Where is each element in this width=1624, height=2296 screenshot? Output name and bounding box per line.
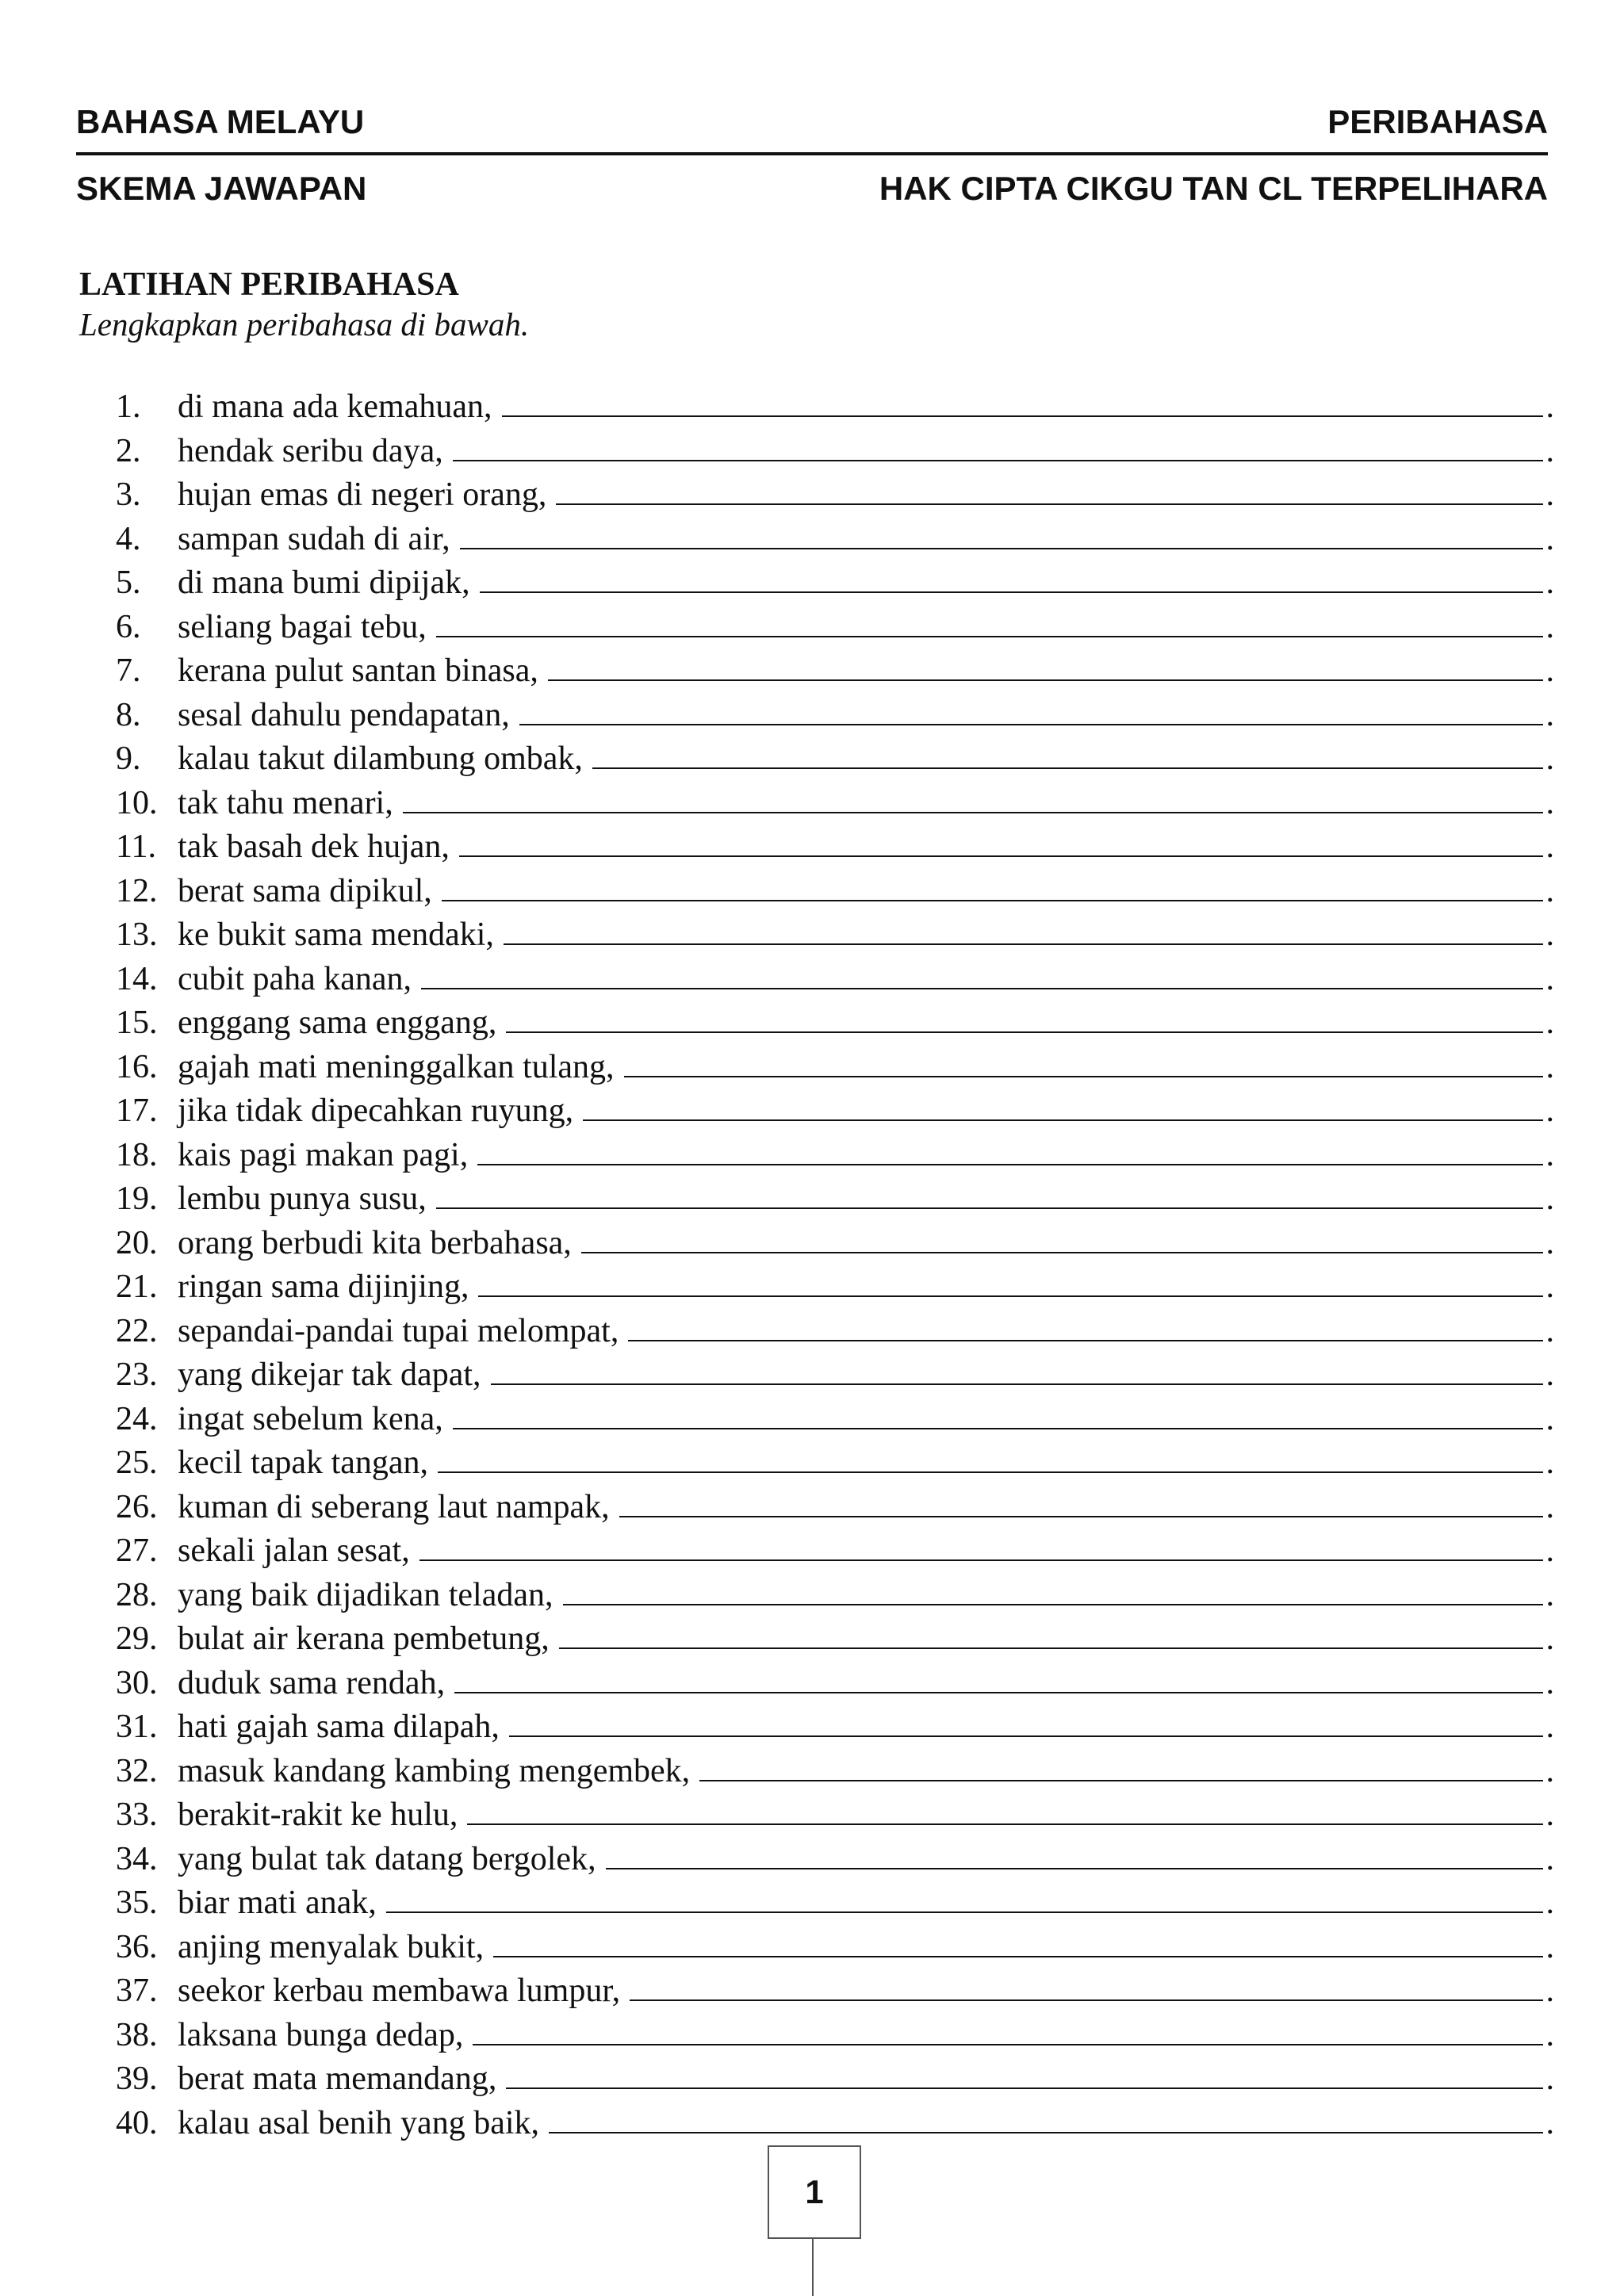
end-period: . [1545,2016,1554,2053]
end-period: . [1545,1885,1554,1921]
item-prompt: bulat air kerana pembetung, [178,1621,550,1657]
end-period: . [1545,1840,1554,1877]
end-period: . [1545,1445,1554,1481]
header-row-top [76,98,1548,155]
end-period: . [1545,916,1554,953]
proverb-item [79,384,1554,428]
answer-blank[interactable] [442,868,1543,901]
item-prompt: laksana bunga dedap, [178,2016,464,2053]
answer-blank[interactable] [502,384,1543,417]
proverb-item [79,1044,1554,1089]
answer-blank[interactable] [581,1220,1543,1253]
answer-blank[interactable] [556,472,1542,505]
answer-blank[interactable] [478,1264,1542,1297]
proverb-item [79,472,1554,516]
answer-blank[interactable] [559,1616,1543,1649]
proverb-item [79,1000,1554,1044]
end-period: . [1545,1312,1554,1349]
item-number: 8. [116,696,141,733]
item-number: 35. [116,1885,158,1921]
end-period: . [1545,1797,1554,1833]
proverb-item [79,824,1554,868]
proverb-item [79,1528,1554,1572]
item-number: 27. [116,1533,158,1569]
answer-blank[interactable] [493,1924,1542,1957]
item-prompt: di mana bumi dipijak, [178,564,470,601]
item-number: 7. [116,652,141,689]
end-period: . [1545,1576,1554,1613]
item-prompt: berakit-rakit ke hulu, [178,1797,458,1833]
end-period: . [1545,476,1554,513]
item-prompt: gajah mati meninggalkan tulang, [178,1048,615,1085]
answer-blank[interactable] [467,1792,1542,1825]
end-period: . [1545,1664,1554,1701]
item-prompt: di mana ada kemahuan, [178,388,492,425]
item-prompt: jika tidak dipecahkan ruyung, [178,1093,574,1129]
answer-blank[interactable] [403,780,1543,813]
topic-label: PERIBAHASA [1327,103,1548,140]
answer-blank[interactable] [506,2056,1542,2089]
proverb-item [79,1396,1554,1441]
item-number: 40. [116,2104,158,2141]
page-number-box [768,2145,861,2239]
end-period: . [1545,1533,1554,1569]
item-number: 36. [116,1928,158,1965]
end-period: . [1545,784,1554,821]
page-number: 1 [805,2173,824,2210]
item-prompt: hujan emas di negeri orang, [178,476,547,513]
proverb-item [79,1264,1554,1308]
answer-blank[interactable] [699,1748,1542,1781]
item-number: 2. [116,432,141,469]
item-prompt: yang baik dijadikan teladan, [178,1576,553,1613]
item-number: 14. [116,960,158,997]
page-number-stem [812,2237,814,2296]
item-number: 25. [116,1445,158,1481]
copyright-label: HAK CIPTA CIKGU TAN CL TERPELIHARA [879,170,1548,207]
answer-blank[interactable] [506,1000,1542,1033]
item-number: 38. [116,2016,158,2053]
item-number: 21. [116,1269,158,1305]
item-prompt: berat mata memandang, [178,2061,497,2097]
answer-blank[interactable] [504,912,1543,945]
proverb-item [79,780,1554,825]
item-prompt: yang dikejar tak dapat, [178,1357,481,1393]
end-period: . [1545,2104,1554,2141]
proverb-list [79,384,1554,2144]
item-number: 39. [116,2061,158,2097]
item-number: 11. [116,828,156,865]
end-period: . [1545,1181,1554,1217]
end-period: . [1545,432,1554,469]
proverb-item [79,1088,1554,1132]
item-prompt: masuk kandang kambing mengembek, [178,1752,691,1789]
proverb-item [79,1572,1554,1617]
item-number: 12. [116,872,158,909]
proverb-item [79,604,1554,649]
proverb-item [79,1704,1554,1748]
answer-blank[interactable] [480,560,1543,593]
proverb-item [79,2100,1554,2145]
item-number: 9. [116,740,141,777]
item-number: 16. [116,1048,158,1085]
proverb-item [79,1440,1554,1484]
item-prompt: lembu punya susu, [178,1181,427,1217]
proverb-item [79,1308,1554,1353]
item-prompt: sepandai-pandai tupai melompat, [178,1312,619,1349]
answer-blank[interactable] [460,516,1543,549]
proverb-item [79,692,1554,737]
worksheet-content [79,265,1554,2144]
answer-blank[interactable] [453,428,1543,461]
answer-blank[interactable] [630,1968,1542,2001]
end-period: . [1545,1357,1554,1393]
item-prompt: biar mati anak, [178,1885,377,1921]
proverb-item [79,1616,1554,1660]
item-prompt: seliang bagai tebu, [178,608,427,645]
proverb-item [79,1924,1554,1969]
proverb-item [79,1132,1554,1177]
item-number: 37. [116,1973,158,2009]
item-number: 17. [116,1093,158,1129]
answer-blank[interactable] [473,2012,1542,2045]
answer-blank[interactable] [583,1088,1542,1121]
item-number: 18. [116,1136,158,1173]
answer-blank[interactable] [592,736,1543,769]
item-prompt: berat sama dipikul, [178,872,432,909]
item-prompt: orang berbudi kita berbahasa, [178,1224,572,1261]
answer-blank[interactable] [453,1396,1543,1429]
item-number: 23. [116,1357,158,1393]
proverb-item [79,516,1554,561]
end-period: . [1545,608,1554,645]
item-number: 1. [116,388,141,425]
item-prompt: ingat sebelum kena, [178,1400,443,1437]
item-prompt: kerana pulut santan binasa, [178,652,538,689]
proverb-item [79,2056,1554,2100]
proverb-item [79,648,1554,692]
item-prompt: anjing menyalak bukit, [178,1928,485,1965]
answer-blank[interactable] [624,1044,1543,1077]
end-period: . [1545,696,1554,733]
item-number: 26. [116,1488,158,1525]
proverb-item [79,912,1554,956]
answer-blank[interactable] [549,2100,1542,2133]
section-instruction: Lengkapkan peribahasa di bawah. [79,306,530,342]
proverb-item [79,1792,1554,1836]
item-number: 5. [116,564,141,601]
proverb-item [79,1968,1554,2012]
answer-blank[interactable] [454,1660,1542,1693]
end-period: . [1545,1269,1554,1305]
end-period: . [1545,828,1554,865]
item-prompt: ringan sama dijinjing, [178,1269,469,1305]
item-prompt: hendak seribu daya, [178,432,443,469]
proverb-item [79,1352,1554,1396]
item-number: 29. [116,1621,158,1657]
answer-blank[interactable] [606,1836,1543,1869]
item-number: 15. [116,1004,158,1041]
end-period: . [1545,740,1554,777]
proverb-item [79,560,1554,604]
answer-blank[interactable] [619,1484,1543,1517]
section-title: LATIHAN PERIBAHASA [79,266,459,303]
item-number: 30. [116,1664,158,1701]
answer-blank[interactable] [386,1880,1543,1913]
end-period: . [1545,1928,1554,1965]
proverb-item [79,956,1554,1001]
page-header [76,98,1548,212]
answer-blank[interactable] [477,1132,1542,1165]
item-number: 3. [116,476,141,513]
item-number: 31. [116,1709,158,1745]
answer-blank[interactable] [436,604,1543,637]
proverb-item [79,868,1554,913]
answer-blank[interactable] [438,1440,1542,1473]
proverb-item [79,1748,1554,1793]
end-period: . [1545,1752,1554,1789]
answer-blank[interactable] [628,1308,1542,1341]
end-period: . [1545,388,1554,425]
end-period: . [1545,520,1554,557]
item-number: 10. [116,784,158,821]
proverb-item [79,2012,1554,2057]
item-prompt: tak tahu menari, [178,784,393,821]
subject-label: BAHASA MELAYU [76,103,365,140]
end-period: . [1545,1224,1554,1261]
item-prompt: sampan sudah di air, [178,520,450,557]
end-period: . [1545,1004,1554,1041]
end-period: . [1545,1488,1554,1525]
answer-blank[interactable] [509,1704,1543,1737]
item-number: 32. [116,1752,158,1789]
end-period: . [1545,1709,1554,1745]
proverb-item [79,428,1554,473]
item-number: 28. [116,1576,158,1613]
header-row-bottom [76,155,1548,212]
item-prompt: tak basah dek hujan, [178,828,450,865]
end-period: . [1545,872,1554,909]
end-period: . [1545,1136,1554,1173]
proverb-item [79,1176,1554,1220]
item-number: 34. [116,1840,158,1877]
end-period: . [1545,1400,1554,1437]
end-period: . [1545,564,1554,601]
end-period: . [1545,960,1554,997]
item-prompt: seekor kerbau membawa lumpur, [178,1973,621,2009]
item-number: 19. [116,1181,158,1217]
doc-type-label: SKEMA JAWAPAN [76,170,367,207]
answer-blank[interactable] [419,1528,1543,1561]
end-period: . [1545,1973,1554,2009]
answer-blank[interactable] [459,824,1543,857]
item-prompt: kalau takut dilambung ombak, [178,740,583,777]
answer-blank[interactable] [421,956,1542,989]
proverb-item [79,1220,1554,1265]
item-prompt: ke bukit sama mendaki, [178,916,494,953]
item-prompt: sekali jalan sesat, [178,1533,410,1569]
item-number: 13. [116,916,158,953]
proverb-item [79,1880,1554,1924]
item-prompt: hati gajah sama dilapah, [178,1709,500,1745]
item-prompt: enggang sama enggang, [178,1004,497,1041]
item-prompt: cubit paha kanan, [178,960,412,997]
end-period: . [1545,652,1554,689]
item-prompt: kalau asal benih yang baik, [178,2104,540,2141]
answer-blank[interactable] [491,1352,1543,1385]
end-period: . [1545,1093,1554,1129]
item-prompt: duduk sama rendah, [178,1664,446,1701]
item-number: 22. [116,1312,158,1349]
proverb-item [79,1484,1554,1529]
item-prompt: sesal dahulu pendapatan, [178,696,510,733]
answer-blank[interactable] [563,1572,1543,1605]
item-number: 4. [116,520,141,557]
item-number: 24. [116,1400,158,1437]
answer-blank[interactable] [548,648,1543,681]
proverb-item [79,1660,1554,1705]
item-number: 6. [116,608,141,645]
end-period: . [1545,1621,1554,1657]
end-period: . [1545,1048,1554,1085]
item-prompt: kuman di seberang laut nampak, [178,1488,610,1525]
item-prompt: kais pagi makan pagi, [178,1136,469,1173]
proverb-item [79,1836,1554,1881]
answer-blank[interactable] [436,1176,1543,1209]
answer-blank[interactable] [519,692,1543,725]
item-number: 33. [116,1797,158,1833]
item-prompt: yang bulat tak datang bergolek, [178,1840,596,1877]
item-number: 20. [116,1224,158,1261]
end-period: . [1545,2061,1554,2097]
proverb-item [79,736,1554,780]
item-prompt: kecil tapak tangan, [178,1445,429,1481]
